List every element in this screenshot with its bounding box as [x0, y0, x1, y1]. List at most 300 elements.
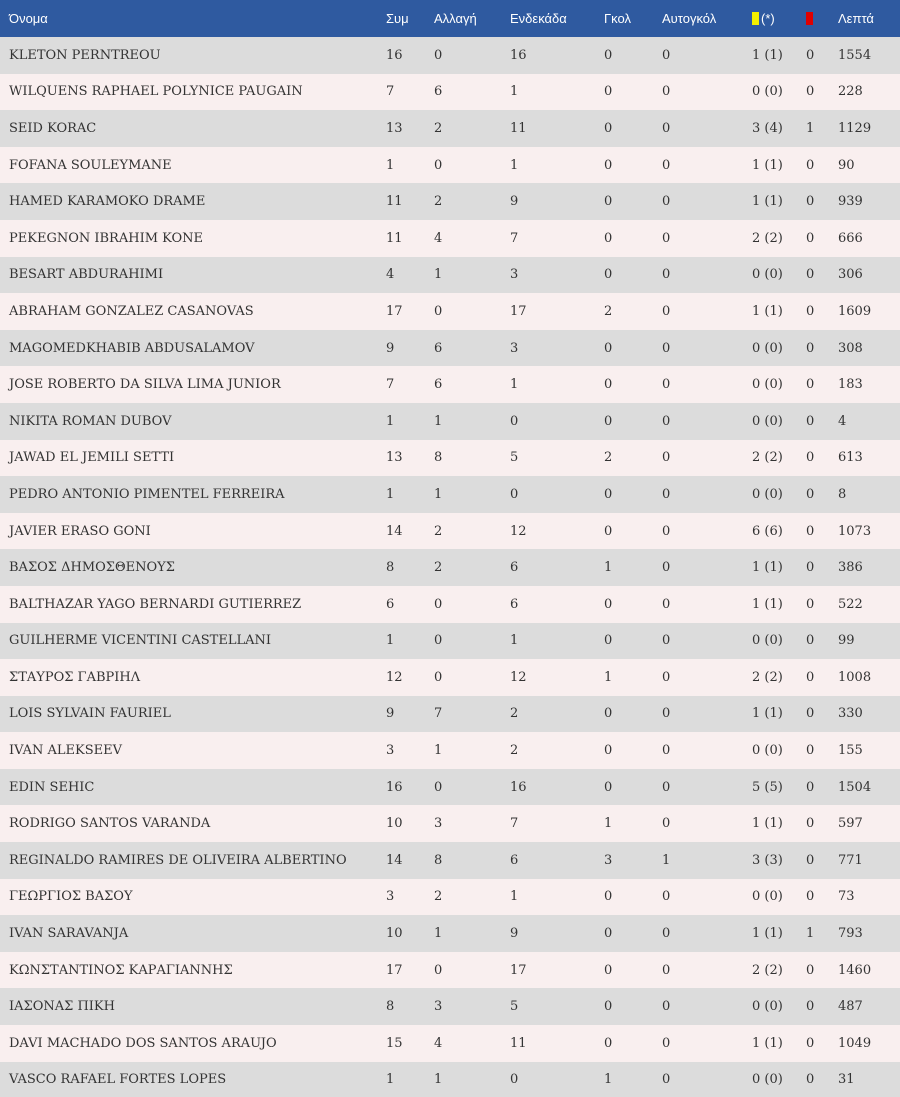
table-row: [0, 842, 900, 879]
cell-subs: 0: [434, 303, 443, 319]
cell-starts: 16: [510, 47, 527, 63]
cell-goals: 0: [604, 633, 613, 649]
cell-starts: 9: [510, 194, 519, 210]
cell-subs: 0: [434, 633, 443, 649]
cell-own-goals: 0: [662, 413, 671, 429]
table-row: [0, 366, 900, 403]
cell-goals: 1: [604, 560, 613, 576]
cell-name: PEDRO ANTONIO PIMENTEL FERREIRA: [9, 486, 285, 502]
cell-apps: 9: [386, 340, 395, 356]
cell-subs: 2: [434, 889, 443, 905]
cell-own-goals: 0: [662, 340, 671, 356]
cell-apps: 7: [386, 84, 395, 100]
cell-apps: 16: [386, 779, 403, 795]
cell-starts: 1: [510, 889, 519, 905]
cell-goals: 0: [604, 84, 613, 100]
cell-yellow-cards: 1 (1): [752, 560, 783, 576]
cell-subs: 7: [434, 706, 443, 722]
cell-red-cards: 0: [806, 157, 815, 173]
cell-starts: 6: [510, 852, 519, 868]
cell-yellow-cards: 0 (0): [752, 340, 783, 356]
cell-goals: 0: [604, 377, 613, 393]
header-name[interactable]: Όνομα: [9, 11, 48, 26]
cell-apps: 13: [386, 120, 403, 136]
cell-subs: 6: [434, 377, 443, 393]
cell-minutes: 306: [838, 267, 863, 283]
cell-starts: 1: [510, 84, 519, 100]
cell-goals: 0: [604, 596, 613, 612]
cell-goals: 0: [604, 962, 613, 978]
cell-goals: 1: [604, 1072, 613, 1088]
cell-name: ΚΩΝΣΤΑΝΤΙΝΟΣ ΚΑΡΑΓΙΑΝΝΗΣ: [9, 962, 233, 978]
cell-goals: 0: [604, 999, 613, 1015]
cell-name: BALTHAZAR YAGO BERNARDI GUTIERREZ: [9, 596, 302, 612]
cell-minutes: 1554: [838, 47, 872, 63]
cell-red-cards: 0: [806, 743, 815, 759]
cell-own-goals: 0: [662, 999, 671, 1015]
cell-minutes: 8: [838, 486, 847, 502]
cell-name: ΒΑΣΟΣ ΔΗΜΟΣΘΕΝΟΥΣ: [9, 560, 175, 576]
cell-goals: 0: [604, 194, 613, 210]
cell-name: GUILHERME VICENTINI CASTELLANI: [9, 633, 272, 649]
table-row: [0, 476, 900, 513]
cell-apps: 3: [386, 889, 395, 905]
cell-own-goals: 0: [662, 596, 671, 612]
cell-apps: 14: [386, 523, 403, 539]
cell-subs: 2: [434, 194, 443, 210]
cell-own-goals: 0: [662, 926, 671, 942]
cell-name: FOFANA SOULEYMANE: [9, 157, 172, 173]
cell-goals: 0: [604, 743, 613, 759]
cell-apps: 16: [386, 47, 403, 63]
cell-goals: 0: [604, 779, 613, 795]
cell-red-cards: 0: [806, 999, 815, 1015]
cell-red-cards: 0: [806, 779, 815, 795]
cell-goals: 0: [604, 889, 613, 905]
cell-subs: 4: [434, 1035, 443, 1051]
cell-subs: 6: [434, 340, 443, 356]
cell-starts: 3: [510, 267, 519, 283]
cell-red-cards: 1: [806, 926, 815, 942]
cell-name: DAVI MACHADO DOS SANTOS ARAUJO: [9, 1035, 277, 1051]
cell-yellow-cards: 0 (0): [752, 999, 783, 1015]
cell-name: IVAN ALEKSEEV: [9, 743, 123, 759]
cell-red-cards: 0: [806, 523, 815, 539]
cell-red-cards: 0: [806, 413, 815, 429]
cell-name: HAMED KARAMOKO DRAME: [9, 194, 206, 210]
cell-subs: 3: [434, 816, 443, 832]
table-row: [0, 293, 900, 330]
cell-apps: 17: [386, 303, 403, 319]
cell-own-goals: 0: [662, 669, 671, 685]
cell-minutes: 31: [838, 1072, 855, 1088]
cell-subs: 0: [434, 47, 443, 63]
cell-own-goals: 0: [662, 816, 671, 832]
cell-own-goals: 0: [662, 303, 671, 319]
table-row: [0, 74, 900, 111]
cell-red-cards: 0: [806, 669, 815, 685]
cell-starts: 9: [510, 926, 519, 942]
cell-apps: 1: [386, 486, 395, 502]
cell-minutes: 771: [838, 852, 863, 868]
cell-subs: 1: [434, 1072, 443, 1088]
cell-subs: 0: [434, 962, 443, 978]
cell-red-cards: 0: [806, 560, 815, 576]
cell-name: WILQUENS RAPHAEL POLYNICE PAUGAIN: [9, 84, 303, 100]
cell-apps: 11: [386, 194, 403, 210]
cell-goals: 0: [604, 157, 613, 173]
cell-apps: 4: [386, 267, 395, 283]
table-row: [0, 147, 900, 184]
cell-subs: 3: [434, 999, 443, 1015]
cell-red-cards: 0: [806, 816, 815, 832]
cell-minutes: 1129: [838, 120, 872, 136]
cell-apps: 9: [386, 706, 395, 722]
header-minutes[interactable]: Λεπτά: [838, 11, 874, 26]
header-subs[interactable]: Αλλαγή: [434, 11, 477, 26]
cell-own-goals: 1: [662, 852, 671, 868]
cell-minutes: 155: [838, 743, 863, 759]
cell-subs: 0: [434, 596, 443, 612]
cell-own-goals: 0: [662, 1035, 671, 1051]
cell-own-goals: 0: [662, 450, 671, 466]
cell-starts: 2: [510, 743, 519, 759]
cell-apps: 14: [386, 852, 403, 868]
cell-apps: 17: [386, 962, 403, 978]
cell-own-goals: 0: [662, 1072, 671, 1088]
cell-minutes: 1008: [838, 669, 872, 685]
cell-apps: 12: [386, 669, 403, 685]
cell-red-cards: 0: [806, 377, 815, 393]
cell-name: JAVIER ERASO GONI: [9, 523, 151, 539]
cell-yellow-cards: 0 (0): [752, 486, 783, 502]
cell-name: IVAN SARAVANJA: [9, 926, 129, 942]
cell-yellow-cards: 0 (0): [752, 267, 783, 283]
cell-starts: 2: [510, 706, 519, 722]
cell-goals: 1: [604, 669, 613, 685]
cell-apps: 11: [386, 230, 403, 246]
cell-name: JOSE ROBERTO DA SILVA LIMA JUNIOR: [9, 377, 281, 393]
cell-starts: 6: [510, 560, 519, 576]
cell-name: ABRAHAM GONZALEZ CASANOVAS: [9, 303, 254, 319]
cell-name: ΓΕΩΡΓΙΟΣ ΒΑΣΟΥ: [9, 889, 133, 905]
table-row: [0, 952, 900, 989]
cell-starts: 11: [510, 120, 527, 136]
header-goals[interactable]: Γκολ: [604, 11, 631, 26]
table-row: [0, 330, 900, 367]
cell-minutes: 99: [838, 633, 855, 649]
cell-yellow-cards: 1 (1): [752, 816, 783, 832]
cell-yellow-cards: 1 (1): [752, 157, 783, 173]
cell-own-goals: 0: [662, 267, 671, 283]
cell-apps: 8: [386, 560, 395, 576]
cell-apps: 10: [386, 816, 403, 832]
cell-starts: 0: [510, 1072, 519, 1088]
cell-name: LOIS SYLVAIN FAURIEL: [9, 706, 171, 722]
cell-yellow-cards: 2 (2): [752, 669, 783, 685]
cell-minutes: 939: [838, 194, 863, 210]
cell-goals: 0: [604, 486, 613, 502]
cell-subs: 2: [434, 560, 443, 576]
table-row: [0, 220, 900, 257]
cell-own-goals: 0: [662, 194, 671, 210]
cell-yellow-cards: 2 (2): [752, 962, 783, 978]
cell-red-cards: 0: [806, 267, 815, 283]
cell-red-cards: 0: [806, 230, 815, 246]
cell-goals: 2: [604, 450, 613, 466]
cell-apps: 6: [386, 596, 395, 612]
cell-own-goals: 0: [662, 523, 671, 539]
cell-red-cards: 0: [806, 340, 815, 356]
cell-starts: 7: [510, 230, 519, 246]
cell-starts: 3: [510, 340, 519, 356]
cell-red-cards: 0: [806, 889, 815, 905]
table-row: [0, 1062, 900, 1097]
cell-apps: 1: [386, 413, 395, 429]
cell-minutes: 1049: [838, 1035, 872, 1051]
cell-goals: 2: [604, 303, 613, 319]
cell-yellow-cards: 3 (4): [752, 120, 783, 136]
cell-minutes: 613: [838, 450, 863, 466]
cell-subs: 0: [434, 779, 443, 795]
cell-own-goals: 0: [662, 157, 671, 173]
cell-red-cards: 0: [806, 486, 815, 502]
cell-yellow-cards: 0 (0): [752, 84, 783, 100]
cell-starts: 0: [510, 413, 519, 429]
cell-starts: 12: [510, 523, 527, 539]
cell-starts: 17: [510, 303, 527, 319]
cell-minutes: 1460: [838, 962, 872, 978]
cell-starts: 1: [510, 377, 519, 393]
cell-yellow-cards: 6 (6): [752, 523, 783, 539]
cell-minutes: 330: [838, 706, 863, 722]
table-row: [0, 257, 900, 294]
cell-red-cards: 0: [806, 194, 815, 210]
table-row: [0, 37, 900, 74]
cell-subs: 1: [434, 743, 443, 759]
cell-goals: 0: [604, 1035, 613, 1051]
table-row: [0, 549, 900, 586]
cell-red-cards: 0: [806, 962, 815, 978]
cell-own-goals: 0: [662, 560, 671, 576]
cell-starts: 1: [510, 633, 519, 649]
cell-yellow-cards: 1 (1): [752, 596, 783, 612]
cell-starts: 11: [510, 1035, 527, 1051]
cell-minutes: 522: [838, 596, 863, 612]
cell-own-goals: 0: [662, 230, 671, 246]
cell-red-cards: 0: [806, 47, 815, 63]
cell-subs: 1: [434, 413, 443, 429]
cell-minutes: 308: [838, 340, 863, 356]
cell-apps: 8: [386, 999, 395, 1015]
cell-goals: 0: [604, 230, 613, 246]
table-row: [0, 623, 900, 660]
table-row: [0, 915, 900, 952]
table-row: [0, 1025, 900, 1062]
cell-name: BESART ABDURAHIMI: [9, 267, 164, 283]
table-row: [0, 403, 900, 440]
cell-minutes: 793: [838, 926, 863, 942]
cell-red-cards: 0: [806, 1035, 815, 1051]
cell-red-cards: 0: [806, 596, 815, 612]
cell-own-goals: 0: [662, 377, 671, 393]
cell-yellow-cards: 1 (1): [752, 926, 783, 942]
cell-name: MAGOMEDKHABIB ABDUSALAMOV: [9, 340, 255, 356]
cell-minutes: 487: [838, 999, 863, 1015]
cell-yellow-cards: 1 (1): [752, 194, 783, 210]
cell-yellow-cards: 0 (0): [752, 633, 783, 649]
cell-own-goals: 0: [662, 889, 671, 905]
cell-goals: 0: [604, 926, 613, 942]
cell-yellow-cards: 0 (0): [752, 1072, 783, 1088]
cell-red-cards: 0: [806, 1072, 815, 1088]
cell-name: NIKITA ROMAN DUBOV: [9, 413, 172, 429]
cell-name: EDIN SEHIC: [9, 779, 95, 795]
cell-minutes: 73: [838, 889, 855, 905]
cell-starts: 17: [510, 962, 527, 978]
table-row: [0, 696, 900, 733]
cell-name: ΙΑΣΟΝΑΣ ΠΙΚΗ: [9, 999, 115, 1015]
cell-subs: 8: [434, 852, 443, 868]
cell-minutes: 228: [838, 84, 863, 100]
cell-subs: 1: [434, 267, 443, 283]
cell-subs: 2: [434, 120, 443, 136]
cell-yellow-cards: 2 (2): [752, 230, 783, 246]
cell-minutes: 183: [838, 377, 863, 393]
cell-red-cards: 0: [806, 852, 815, 868]
cell-subs: 1: [434, 486, 443, 502]
cell-subs: 2: [434, 523, 443, 539]
cell-goals: 0: [604, 267, 613, 283]
table-row: [0, 586, 900, 623]
cell-minutes: 1504: [838, 779, 872, 795]
cell-starts: 0: [510, 486, 519, 502]
table-body: [0, 37, 900, 1097]
cell-name: SEID KORAC: [9, 120, 97, 136]
cell-starts: 6: [510, 596, 519, 612]
cell-goals: 1: [604, 816, 613, 832]
cell-name: REGINALDO RAMIRES DE OLIVEIRA ALBERTINO: [9, 852, 347, 868]
cell-own-goals: 0: [662, 84, 671, 100]
cell-goals: 0: [604, 120, 613, 136]
cell-yellow-cards: 1 (1): [752, 1035, 783, 1051]
header-apps[interactable]: Συμ: [386, 11, 409, 26]
cell-name: ΣΤΑΥΡΟΣ ΓΑΒΡΙΗΛ: [9, 669, 141, 685]
header-yellow-note: (*): [761, 11, 775, 26]
cell-yellow-cards: 0 (0): [752, 377, 783, 393]
cell-minutes: 1073: [838, 523, 872, 539]
cell-name: RODRIGO SANTOS VARANDA: [9, 816, 211, 832]
cell-own-goals: 0: [662, 706, 671, 722]
cell-minutes: 90: [838, 157, 855, 173]
header-yellow[interactable]: [743, 0, 797, 37]
table-header: [0, 0, 900, 37]
cell-apps: 1: [386, 633, 395, 649]
table-row: [0, 183, 900, 220]
cell-subs: 0: [434, 157, 443, 173]
cell-minutes: 4: [838, 413, 847, 429]
cell-red-cards: 0: [806, 633, 815, 649]
yellow-card-icon: [752, 12, 759, 25]
cell-own-goals: 0: [662, 120, 671, 136]
cell-yellow-cards: 0 (0): [752, 413, 783, 429]
cell-red-cards: 0: [806, 303, 815, 319]
cell-red-cards: 1: [806, 120, 815, 136]
cell-goals: 0: [604, 706, 613, 722]
cell-minutes: 1609: [838, 303, 872, 319]
cell-yellow-cards: 1 (1): [752, 303, 783, 319]
cell-own-goals: 0: [662, 962, 671, 978]
cell-minutes: 386: [838, 560, 863, 576]
table-row: [0, 110, 900, 147]
cell-yellow-cards: 0 (0): [752, 889, 783, 905]
cell-red-cards: 0: [806, 84, 815, 100]
cell-own-goals: 0: [662, 779, 671, 795]
cell-subs: 4: [434, 230, 443, 246]
cell-yellow-cards: 5 (5): [752, 779, 783, 795]
cell-own-goals: 0: [662, 633, 671, 649]
cell-apps: 13: [386, 450, 403, 466]
cell-apps: 1: [386, 1072, 395, 1088]
header-row: [0, 0, 900, 37]
cell-goals: 0: [604, 47, 613, 63]
cell-apps: 3: [386, 743, 395, 759]
cell-starts: 1: [510, 157, 519, 173]
table-row: [0, 805, 900, 842]
table-row: [0, 659, 900, 696]
cell-name: PEKEGNON IBRAHIM KONE: [9, 230, 204, 246]
cell-subs: 6: [434, 84, 443, 100]
cell-subs: 0: [434, 669, 443, 685]
table-row: [0, 769, 900, 806]
cell-apps: 7: [386, 377, 395, 393]
cell-goals: 3: [604, 852, 613, 868]
cell-minutes: 597: [838, 816, 863, 832]
cell-starts: 5: [510, 999, 519, 1015]
red-card-icon: [806, 12, 813, 25]
cell-red-cards: 0: [806, 706, 815, 722]
header-red[interactable]: [797, 0, 829, 37]
table-row: [0, 879, 900, 916]
header-own-goals[interactable]: Αυτογκόλ: [662, 11, 717, 26]
cell-yellow-cards: 3 (3): [752, 852, 783, 868]
cell-yellow-cards: 0 (0): [752, 743, 783, 759]
cell-subs: 1: [434, 926, 443, 942]
table-row: [0, 732, 900, 769]
cell-name: KLETON PERNTREOU: [9, 47, 161, 63]
cell-own-goals: 0: [662, 743, 671, 759]
cell-subs: 8: [434, 450, 443, 466]
cell-starts: 16: [510, 779, 527, 795]
cell-goals: 0: [604, 413, 613, 429]
cell-goals: 0: [604, 523, 613, 539]
cell-yellow-cards: 1 (1): [752, 47, 783, 63]
cell-apps: 10: [386, 926, 403, 942]
header-starts[interactable]: Ενδεκάδα: [510, 11, 567, 26]
cell-apps: 1: [386, 157, 395, 173]
table-row: [0, 988, 900, 1025]
cell-own-goals: 0: [662, 47, 671, 63]
table-row: [0, 440, 900, 477]
cell-red-cards: 0: [806, 450, 815, 466]
cell-goals: 0: [604, 340, 613, 356]
cell-starts: 12: [510, 669, 527, 685]
cell-minutes: 666: [838, 230, 863, 246]
cell-apps: 15: [386, 1035, 403, 1051]
cell-name: VASCO RAFAEL FORTES LOPES: [9, 1072, 227, 1088]
cell-starts: 7: [510, 816, 519, 832]
cell-yellow-cards: 2 (2): [752, 450, 783, 466]
